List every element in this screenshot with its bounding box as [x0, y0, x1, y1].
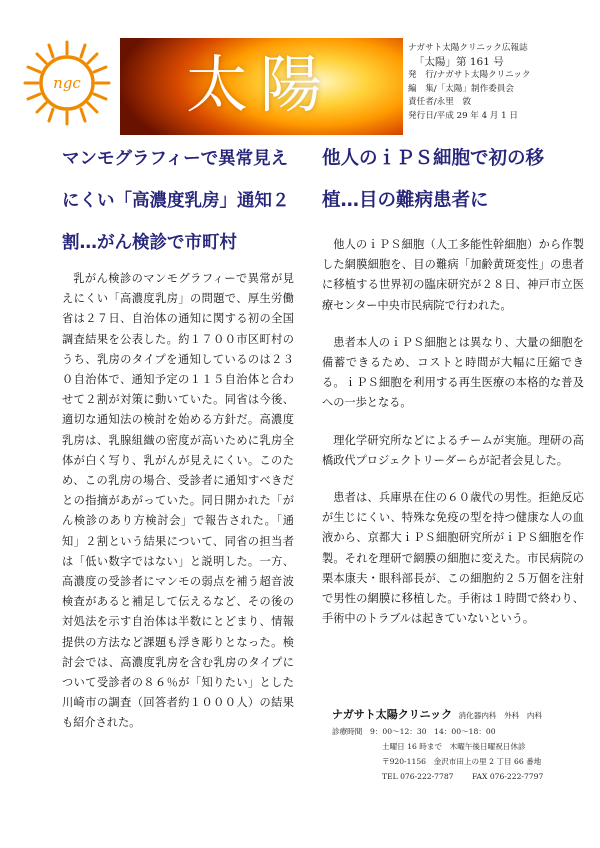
clinic-name: ナガサト太陽クリニック: [332, 708, 453, 721]
clinic-hours: 診療時間 9：00～12：30 14：00～18：00: [332, 727, 496, 736]
clinic-fax: FAX 076-222-7797: [471, 772, 544, 781]
clinic-note: 土曜日 16 時まで 木曜午後日曜祝日休診: [382, 742, 526, 751]
article-paragraph: 理化学研究所などによるチームが実施。理研の高橋政代プロジェクトリーダーらが記者会見した。: [322, 433, 584, 467]
clinic-address: 〒920-1156 金沢市田上の里 2 丁目 66 番地: [382, 757, 542, 766]
sun-logo-icon: [14, 38, 120, 128]
masthead-date: 発行日/平成 29 年 4 月 1 日: [408, 110, 518, 121]
headline-line: 割…がん検診で市町村: [62, 233, 237, 253]
masthead-editor: 編 集/「太陽」制作委員会: [408, 83, 515, 94]
clinic-logo: [14, 38, 120, 128]
clinic-info-box: [322, 700, 576, 786]
masthead-publication: ナガサト太陽クリニック広報誌: [408, 43, 528, 53]
masthead-issue: 「太陽」第 161 号: [414, 55, 504, 68]
headline-line: にくい「高濃度乳房」通知２: [62, 191, 290, 211]
right-article-headline: [322, 138, 584, 222]
headline-line: 植…目の難病患者に: [322, 190, 489, 211]
newsletter-title: 太陽: [186, 48, 335, 121]
left-article-headline: [62, 138, 312, 264]
article-paragraph: 他人のｉＰＳ細胞（人工多能性幹細胞）から作製した網膜細胞を、目の難病「加齢黄斑変性」の患者に移植する世界初の臨床研究が２８日、神戸市立医療センター中央市民病院で行われた。: [322, 238, 584, 312]
headline-line: 他人のｉＰＳ細胞で初の移: [322, 148, 545, 169]
headline-line: マンモグラフィーで異常見え: [62, 149, 289, 169]
article-paragraph: 患者本人のｉＰＳ細胞とは異なり、大量の細胞を備蓄できるため、コストと時間が大幅に圧縮できる。ｉＰＳ細胞を利用する再生医療の本格的な普及への一歩となる。: [322, 335, 584, 410]
logo-text: ngc: [53, 74, 81, 92]
left-article-body: [62, 269, 294, 734]
clinic-tel: TEL 076-222-7787: [382, 772, 454, 781]
article-paragraph: 患者は、兵庫県在住の６０歳代の男性。拒絶反応が生じにくい、特殊な免疫の型を持つ健康な人の血液から、京都大ｉＰＳ細胞研究所がｉＰＳ細胞を作製。それを理研で網膜の細胞に変えた。市民病院の栗本康夫・眼科部長が、この細胞約２５万個を注射で男性の網膜に移植した。手術は１時間で終わり、手術中のトラブルは起きていないという。: [322, 491, 584, 626]
masthead-publisher: 発 行/ナガサト太陽クリニック: [408, 70, 531, 81]
masthead-responsible: 責任者/永里 敦: [408, 97, 472, 108]
clinic-departments: 消化器内科 外科 内科: [458, 711, 543, 720]
newsletter-banner: [120, 38, 403, 135]
right-article-body: [322, 235, 584, 646]
article-paragraph: 乳がん検診のマンモグラフィーで異常が見えにくい「高濃度乳房」の問題で、厚生労働省は２７日、自治体の通知に関する初の全国調査結果を公表した。約１７００市区町村のうち、乳房のタイプを通知しているのは２３０自治体で、通知予定の１１５自治体と合わせて２割が対策に動いていた。同省は今後、適切な通知法の検討を始める方針だ。高濃度乳房は、乳腺組織の密度が高いために乳房全体が白く写り、乳がんが見えにくい。このため、この乳房の場合、受診者に通知すべきだとの指摘があがっていた。同日開かれた「がん検診のあり方検討会」で報告された。「通知」２割という結果について、同省の担当者は「低い数字ではない」と説明した。一方、高濃度の受診者にマンモの弱点を補う超音波検査があると補足して伝えるなど、その後の対処法を示す自治体は半数にとどまり、情報提供の方法など課題も浮き彫りとなった。検討会では、高濃度乳房を含む乳房のタイプについて受診者の８６％が「知りたい」とした川崎市の調査（回答者約１０００人）の結果も紹介された。: [62, 272, 294, 730]
masthead: [408, 42, 588, 124]
